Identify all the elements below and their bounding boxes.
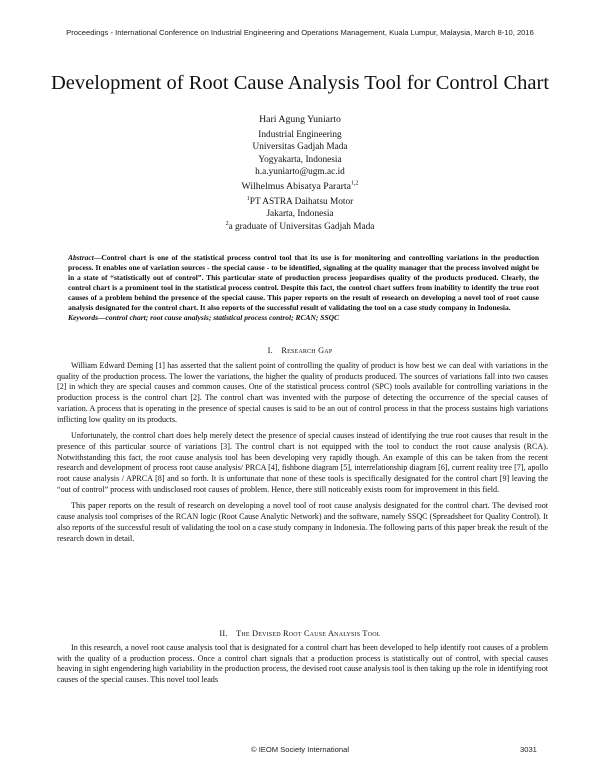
author-2-name-line: [0, 181, 600, 193]
section-2-body: [57, 643, 548, 686]
author-1-email: h.a.yuniarto@ugm.ac.id: [255, 166, 345, 177]
author-2-aff2-sup: 2: [225, 220, 229, 227]
section-1-paragraph-3: This paper reports on the result of research on developing a novel tool of root cause analysis designated for the control chart. The devised root cause analysis tool comprises of the RCAN logic (Root Cause Analytic Network) and the software, namely SSQC (Spreadsheet for Quality Control). It also reports of the successful result of validating the tool on a case study company in Indonesia. The following parts of this paper break the result of the research down in detail.: [57, 501, 548, 543]
author-block-2: [0, 181, 600, 233]
author-2-aff2-line: [0, 221, 600, 233]
section-1-heading: I. Research Gap: [267, 346, 333, 355]
section-1-paragraph-1: William Edward Deming [1] has asserted that the salient point of controlling the quality of product is how best we can deal with variations in the quality of the production process. The lower the variations, the higher the quality of products produced. The sources of variations fall into two causes [2] in which they are special causes and common causes. One of the statistical process control (SPC) tools available for controlling variations in the production process is the control chart [2]. The control chart was invented with the purpose of detecting the occurrence of the special causes of variation. A process that is operating in the presence of special causes is said to be an out of control process in that the process sustains high variations inflicting low quality on its products.: [57, 361, 548, 424]
author-2-aff1-city: Jakarta, Indonesia: [266, 209, 334, 220]
author-1-name: Hari Agung Yuniarto: [259, 114, 341, 125]
author-2-aff1-sup: 1: [246, 196, 250, 203]
abstract-label: Abstract: [68, 253, 94, 262]
section-1-body: [57, 361, 548, 544]
abstract-text: —Control chart is one of the statistical process control tool that its use is for monitoring and controlling variations in the production process. It enables one of variation sources - the special cause - to be identified, signaling at the quality manager that the process involved might be in a state of “statistically out of control”. This particular state of production process jeopardises quality of the products produced. Clearly, the control chart is a prominent tool in the statistical process control. Despite this fact, the control chart suffers from inability to identify the true root causes of a problem behind the presence of the special cause. This paper reports on the result of research on developing a novel tool of root cause analysis designated for the control chart. It also reports of the successful result of validating the tool on a case study company in Indonesia.: [68, 253, 539, 312]
footer-copyright: © IEOM Society International: [250, 745, 350, 754]
author-2-name-sup: 1,2: [351, 180, 359, 187]
abstract: [68, 253, 539, 312]
author-1-dept: Industrial Engineering: [258, 130, 342, 141]
section-2-heading: II. The Devised Root Cause Analysis Tool: [219, 629, 381, 638]
author-2-name: Wilhelmus Abisatya Pararta: [241, 181, 352, 192]
author-1-city: Yogyakarta, Indonesia: [258, 154, 342, 165]
author-2-aff1-line: [0, 196, 600, 208]
author-block-1: [0, 114, 600, 178]
author-1-university: Universitas Gadjah Mada: [252, 142, 348, 153]
author-2-aff1: PT ASTRA Daihatsu Motor: [249, 197, 354, 208]
running-header: Proceedings - International Conference on Industrial Engineering and Operations Management, Kuala Lumpur, Malaysia, March 8-10, 2016: [66, 28, 534, 37]
author-2-aff2: a graduate of Universitas Gadjah Mada: [228, 221, 375, 232]
section-2-paragraph-1: In this research, a novel root cause analysis tool that is designated for a control chart has been developed to help identify root causes of a problem with the quality of a production process. Once a control chart signals that a production process is statistically out of control, with special causes heaving in sight engendering high variability in the production process, the devised root cause analysis tool is then taking up the role in identifying root causes of the special causes. This novel tool leads: [57, 643, 548, 685]
keywords: Keywords—control chart; root cause analysis; statistical process control; RCAN; SSQC: [68, 313, 340, 322]
footer-page-number: 3031: [520, 745, 537, 754]
paper-title: Development of Root Cause Analysis Tool for Control Chart: [50, 72, 550, 94]
section-1-paragraph-2: Unfortunately, the control chart does help merely detect the presence of special causes instead of identifying the true root causes that result in the presence of this particular source of variations [3]. The control chart is not equipped with the tool to conduct the root cause analysis (RCA). Notwithstanding this fact, the root cause analysis tool has been developing very rapidly though. An example of this can be taken from the recent research and development of process root cause analysis/ PRCA [4], fishbone diagram [5], interrelationship diagram [6], current reality tree [7], apollo root cause analysis / APRCA [8] and so forth. It is unfortunate that none of these tools is specifically designated for the control chart [9] leaving the “out of control” process with undisclosed root causes of problem. Hence, there still noticeably exists room for improvement in this field.: [57, 431, 548, 494]
